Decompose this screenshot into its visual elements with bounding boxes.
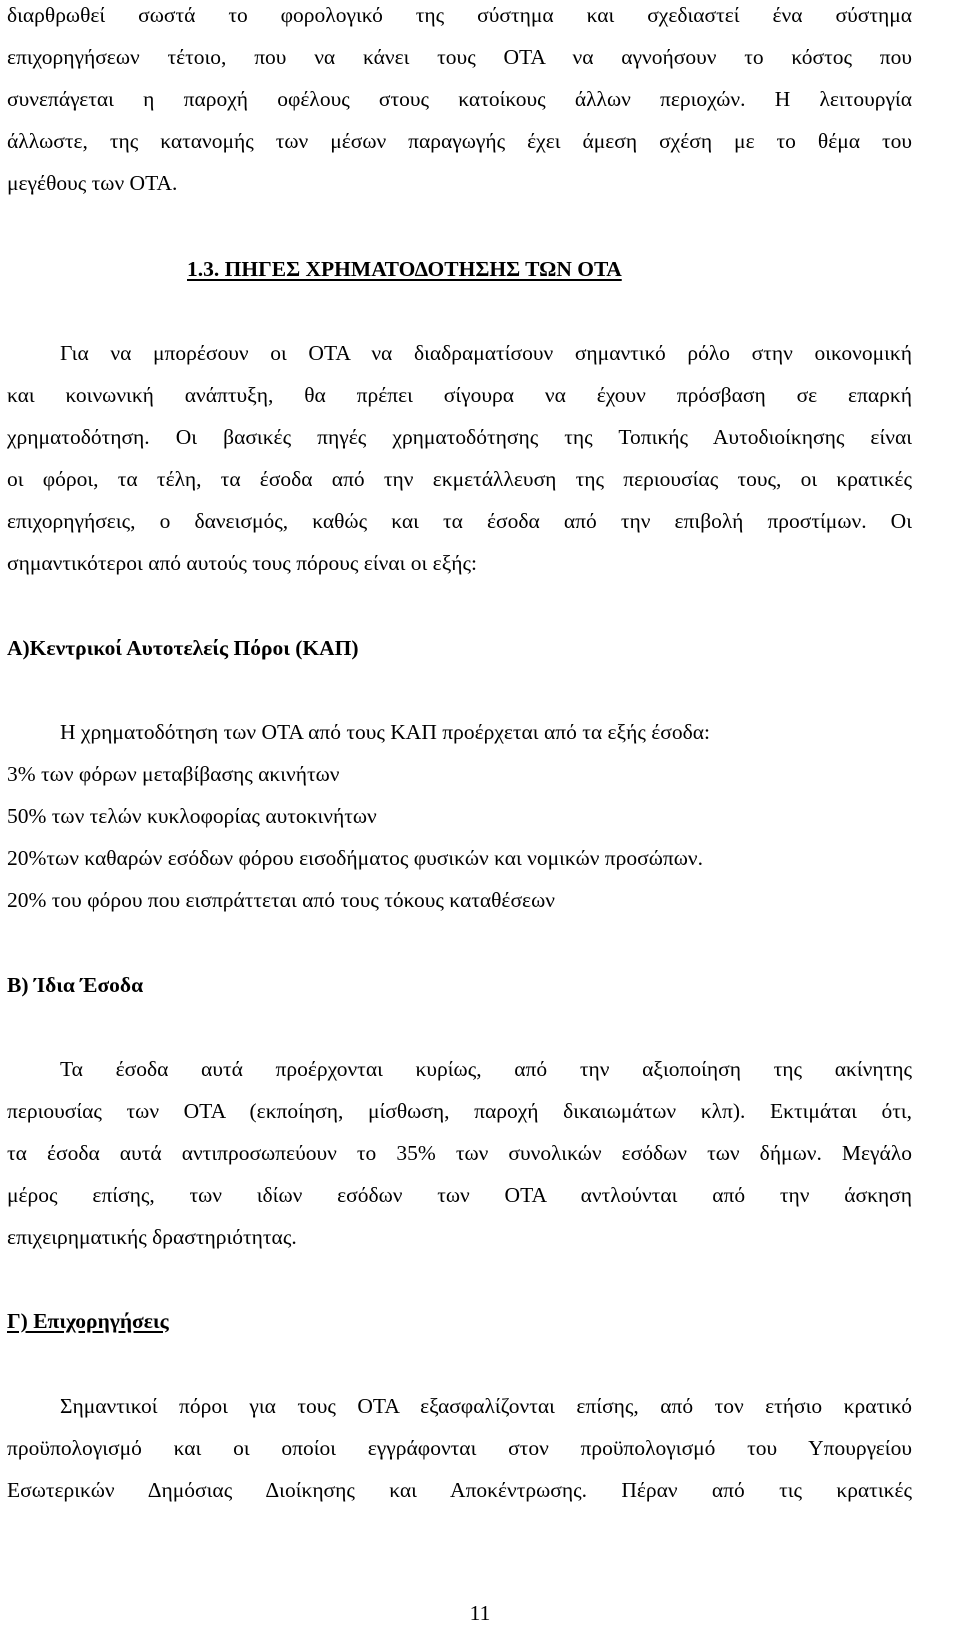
subheading-a: Α)Κεντρικοί Αυτοτελείς Πόροι (ΚΑΠ) xyxy=(7,636,359,660)
paragraph-line: Εσωτερικών Δημόσιας Διοίκησης και Αποκέντρωσης. Πέραν από τις κρατικές xyxy=(7,1478,912,1502)
subheading-c: Γ) Επιχορηγήσεις xyxy=(7,1309,169,1333)
list-item: 20%των καθαρών εσόδων φόρου εισοδήματος φυσικών και νομικών προσώπων. xyxy=(7,846,703,870)
section-title: 1.3. ΠΗΓΕΣ ΧΡΗΜΑΤΟΔΟΤΗΣΗΣ ΤΩΝ ΟΤΑ xyxy=(187,257,622,281)
paragraph-line: μέρος επίσης, των ιδίων εσόδων των ΟΤΑ αντλούνται από την άσκηση xyxy=(7,1183,912,1207)
paragraph-line: Τα έσοδα αυτά προέρχονται κυρίως, από την αξιοποίηση της ακίνητης xyxy=(60,1057,912,1081)
paragraph-line: προϋπολογισμό και οι οποίοι εγγράφονται στον προϋπολογισμό του Υπουργείου xyxy=(7,1436,912,1460)
paragraph-line: σημαντικότεροι από αυτούς τους πόρους είναι οι εξής: xyxy=(7,551,478,575)
kap-intro: Η χρηματοδότηση των ΟΤΑ από τους ΚΑΠ προέρχεται από τα εξής έσοδα: xyxy=(60,720,710,744)
paragraph-line: επιχορηγήσεις, ο δανεισμός, καθώς και τα έσοδα από την επιβολή προστίμων. Οι xyxy=(7,509,912,533)
list-item: 3% των φόρων μεταβίβασης ακινήτων xyxy=(7,762,340,786)
paragraph-line: περιουσίας των ΟΤΑ (εκποίηση, μίσθωση, παροχή δικαιωμάτων κλπ). Εκτιμάται ότι, xyxy=(7,1099,912,1123)
paragraph-line: και κοινωνική ανάπτυξη, θα πρέπει σίγουρα να έχουν πρόσβαση σε επαρκή xyxy=(7,383,912,407)
list-item: 20% του φόρου που εισπράττεται από τους τόκους καταθέσεων xyxy=(7,888,555,912)
paragraph-line: Σημαντικοί πόροι για τους ΟΤΑ εξασφαλίζονται επίσης, από τον ετήσιο κρατικό xyxy=(60,1394,912,1418)
paragraph-line: μεγέθους των ΟΤΑ. xyxy=(7,171,178,195)
paragraph-line: επιχορηγήσεων τέτοιο, που να κάνει τους ΟΤΑ να αγνοήσουν το κόστος που xyxy=(7,45,912,69)
paragraph-line: άλλωστε, της κατανομής των μέσων παραγωγής έχει άμεση σχέση με το θέμα του xyxy=(7,129,912,153)
paragraph-line: οι φόροι, τα τέλη, τα έσοδα από την εκμετάλλευση της περιουσίας τους, οι κρατικές xyxy=(7,467,912,491)
paragraph-line: χρηματοδότηση. Οι βασικές πηγές χρηματοδότησης της Τοπικής Αυτοδιοίκησης είναι xyxy=(7,425,912,449)
paragraph-line: επιχειρηματικής δραστηριότητας. xyxy=(7,1225,297,1249)
subheading-b: Β) Ίδια Έσοδα xyxy=(7,973,144,997)
list-item: 50% των τελών κυκλοφορίας αυτοκινήτων xyxy=(7,804,377,828)
paragraph-line: τα έσοδα αυτά αντιπροσωπεύουν το 35% των συνολικών εσόδων των δήμων. Μεγάλο xyxy=(7,1141,912,1165)
paragraph-line: διαρθρωθεί σωστά το φορολογικό της σύστημα και σχεδιαστεί ένα σύστημα xyxy=(7,3,912,27)
page-number: 11 xyxy=(469,1601,491,1625)
paragraph-line: Για να μπορέσουν οι ΟΤΑ να διαδραματίσουν σημαντικό ρόλο στην οικονομική xyxy=(60,341,912,365)
paragraph-line: συνεπάγεται η παροχή οφέλους στους κατοίκους άλλων περιοχών. Η λειτουργία xyxy=(7,87,912,111)
